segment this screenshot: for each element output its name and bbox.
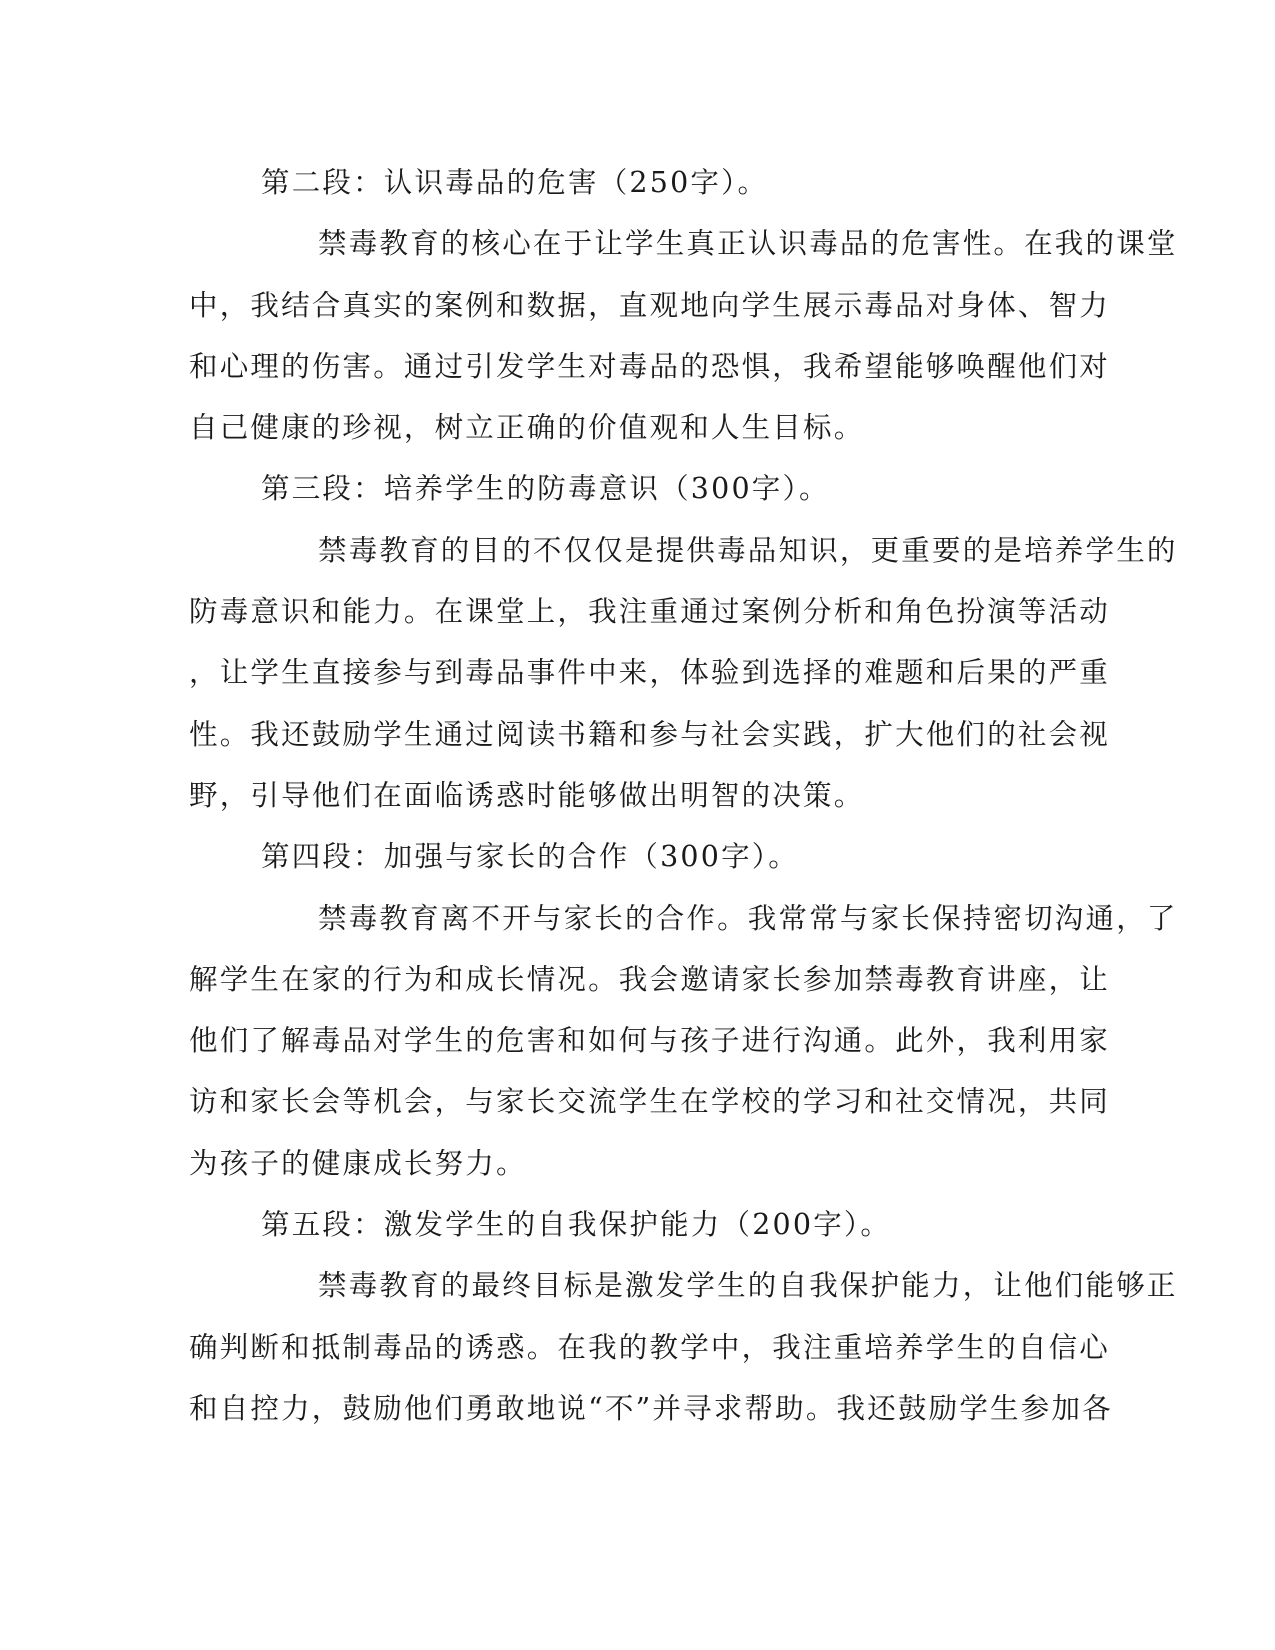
- section-heading-5: [189, 1194, 1069, 1255]
- paragraph-line: 和心理的伤害。通过引发学生对毒品的恐惧，我希望能够唤醒他们对: [189, 349, 1111, 383]
- section-paragraph-4: [189, 888, 1178, 1194]
- section-heading-4: [189, 826, 1069, 887]
- paragraph-line: 为孩子的健康成长努力。: [189, 1146, 527, 1180]
- paragraph-line: 访和家长会等机会，与家长交流学生在学校的学习和社交情况，共同: [189, 1085, 1111, 1119]
- section-heading-3: [189, 458, 1069, 519]
- paragraph-line: 禁毒教育离不开与家长的合作。我常常与家长保持密切沟通，了: [318, 901, 1178, 935]
- paragraph-line: 确判断和抵制毒品的诱惑。在我的教学中，我注重培养学生的自信心: [189, 1330, 1111, 1364]
- paragraph-line: 野，引导他们在面临诱惑时能够做出明智的决策。: [189, 778, 865, 812]
- paragraph-line: 禁毒教育的目的不仅仅是提供毒品知识，更重要的是培养学生的: [318, 533, 1178, 567]
- section-heading-2: [189, 152, 1069, 213]
- heading-text: 第三段：培养学生的防毒意识（300字）。: [261, 472, 830, 506]
- section-paragraph-5: [189, 1255, 1178, 1439]
- section-paragraph-2: [189, 213, 1178, 458]
- heading-text: 第四段：加强与家长的合作（300字）。: [261, 840, 799, 874]
- paragraph-line: 防毒意识和能力。在课堂上，我注重通过案例分析和角色扮演等活动: [189, 595, 1111, 629]
- heading-text: 第五段：激发学生的自我保护能力（200字）。: [261, 1208, 892, 1242]
- paragraph-line: 禁毒教育的最终目标是激发学生的自我保护能力，让他们能够正: [318, 1269, 1178, 1303]
- paragraph-line: 和自控力，鼓励他们勇敢地说“不”并寻求帮助。我还鼓励学生参加各: [189, 1391, 1113, 1425]
- paragraph-line: ，让学生直接参与到毒品事件中来，体验到选择的难题和后果的严重: [189, 656, 1111, 690]
- paragraph-line: 中，我结合真实的案例和数据，直观地向学生展示毒品对身体、智力: [189, 288, 1111, 322]
- document-body: [189, 152, 1178, 1439]
- paragraph-line: 性。我还鼓励学生通过阅读书籍和参与社会实践，扩大他们的社会视: [189, 717, 1111, 751]
- paragraph-line: 他们了解毒品对学生的危害和如何与孩子进行沟通。此外，我利用家: [189, 1024, 1111, 1058]
- paragraph-line: 自己健康的珍视，树立正确的价值观和人生目标。: [189, 411, 865, 445]
- paragraph-line: 禁毒教育的核心在于让学生真正认识毒品的危害性。在我的课堂: [318, 227, 1178, 261]
- heading-text: 第二段：认识毒品的危害（250字）。: [261, 166, 769, 199]
- paragraph-line: 解学生在家的行为和成长情况。我会邀请家长参加禁毒教育讲座，让: [189, 962, 1111, 996]
- section-paragraph-3: [189, 520, 1178, 826]
